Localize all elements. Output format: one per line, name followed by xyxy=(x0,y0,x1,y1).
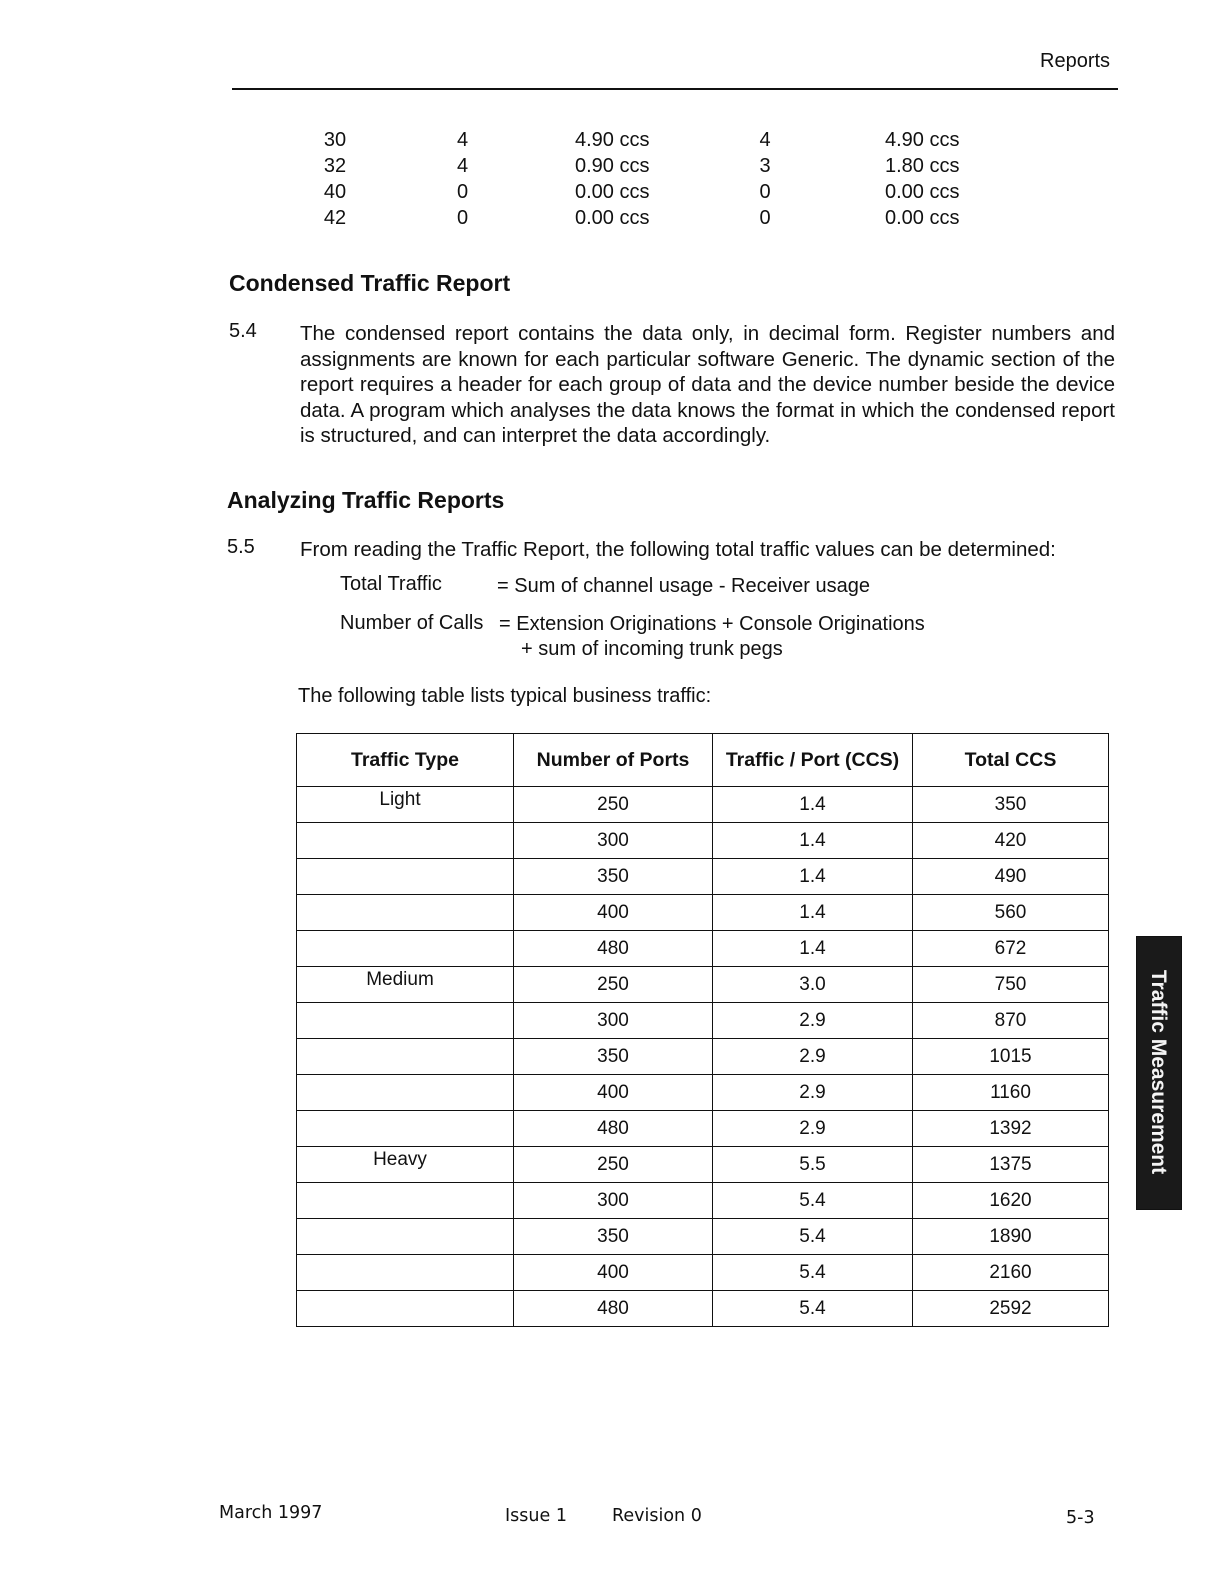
table-row xyxy=(297,859,1109,895)
top-table-cell-usage-b: 0.00 ccs xyxy=(885,207,960,229)
cell-total-ccs: 1890 xyxy=(913,1219,1109,1255)
footer-revision: Revision 0 xyxy=(612,1506,702,1526)
column-header-number-of-ports: Number of Ports xyxy=(514,734,713,787)
cell-traffic-type xyxy=(297,1003,514,1039)
cell-traffic-type xyxy=(297,859,514,895)
cell-number-of-ports: 350 xyxy=(514,1219,713,1255)
top-table-cell-count-a: 0 xyxy=(456,181,469,203)
cell-traffic-per-port: 5.4 xyxy=(713,1291,913,1327)
condensed-report-heading: Condensed Traffic Report xyxy=(229,270,511,296)
top-table-row xyxy=(300,179,1060,205)
cell-traffic-per-port: 1.4 xyxy=(713,823,913,859)
cell-traffic-type: Light xyxy=(297,787,514,823)
column-header-total-ccs: Total CCS xyxy=(913,734,1109,787)
cell-traffic-type xyxy=(297,1255,514,1291)
total-traffic-label: Total Traffic xyxy=(340,573,442,595)
cell-traffic-per-port: 1.4 xyxy=(713,787,913,823)
cell-number-of-ports: 250 xyxy=(514,787,713,823)
cell-total-ccs: 2160 xyxy=(913,1255,1109,1291)
cell-number-of-ports: 480 xyxy=(514,1291,713,1327)
cell-traffic-per-port: 1.4 xyxy=(713,859,913,895)
condensed-report-paragraph: The condensed report contains the data only, in decimal form. Register numbers and assignments are known for each particular software Generic. The dynamic section of the report requires a header for each group of data and the device number beside the device data. A program which analyses the data knows the format in which the condensed report is structured, and can interpret the data accordingly. xyxy=(300,322,1115,447)
top-table-cell-register: 42 xyxy=(323,207,347,229)
cell-traffic-type xyxy=(297,1219,514,1255)
top-table-row xyxy=(300,127,1060,153)
top-table-cell-count-a: 4 xyxy=(456,129,469,151)
cell-traffic-per-port: 5.4 xyxy=(713,1219,913,1255)
table-intro-text: The following table lists typical business traffic: xyxy=(298,685,712,707)
top-table-cell-usage-a: 0.00 ccs xyxy=(575,207,650,229)
cell-number-of-ports: 480 xyxy=(514,1111,713,1147)
cell-traffic-per-port: 5.4 xyxy=(713,1255,913,1291)
cell-total-ccs: 1160 xyxy=(913,1075,1109,1111)
table-row xyxy=(297,1291,1109,1327)
table-row xyxy=(297,895,1109,931)
top-table-cell-usage-b: 4.90 ccs xyxy=(885,129,960,151)
table-row xyxy=(297,1219,1109,1255)
column-header-traffic-per-port: Traffic / Port (CCS) xyxy=(713,734,913,787)
cell-traffic-per-port: 2.9 xyxy=(713,1111,913,1147)
cell-total-ccs: 490 xyxy=(913,859,1109,895)
running-head: Reports xyxy=(1040,50,1111,72)
table-row xyxy=(297,1075,1109,1111)
top-table-cell-usage-a: 0.00 ccs xyxy=(575,181,650,203)
cell-traffic-per-port: 1.4 xyxy=(713,895,913,931)
cell-number-of-ports: 400 xyxy=(514,895,713,931)
cell-total-ccs: 350 xyxy=(913,787,1109,823)
table-header-row xyxy=(297,734,1109,787)
cell-number-of-ports: 400 xyxy=(514,1075,713,1111)
top-table-cell-count-b: 0 xyxy=(759,207,771,229)
cell-traffic-type: Heavy xyxy=(297,1147,514,1183)
top-table-cell-register: 32 xyxy=(323,155,347,177)
cell-number-of-ports: 250 xyxy=(514,1147,713,1183)
business-traffic-table xyxy=(296,733,1109,1327)
number-of-calls-expression: = Extension Originations + Console Originations xyxy=(499,613,925,635)
cell-traffic-per-port: 2.9 xyxy=(713,1039,913,1075)
cell-traffic-type xyxy=(297,1075,514,1111)
cell-total-ccs: 750 xyxy=(913,967,1109,1003)
top-data-table xyxy=(300,127,1060,231)
cell-total-ccs: 672 xyxy=(913,931,1109,967)
cell-number-of-ports: 400 xyxy=(514,1255,713,1291)
table-row xyxy=(297,1039,1109,1075)
top-table-cell-count-a: 0 xyxy=(456,207,469,229)
section-thumb-tab-label: Traffic Measurement xyxy=(1147,969,1170,1175)
cell-traffic-per-port: 1.4 xyxy=(713,931,913,967)
cell-total-ccs: 560 xyxy=(913,895,1109,931)
cell-total-ccs: 1375 xyxy=(913,1147,1109,1183)
cell-total-ccs: 420 xyxy=(913,823,1109,859)
table-row xyxy=(297,1255,1109,1291)
cell-number-of-ports: 300 xyxy=(514,1183,713,1219)
footer-page-number: 5-3 xyxy=(1066,1508,1095,1528)
top-table-cell-usage-b: 0.00 ccs xyxy=(885,181,960,203)
cell-traffic-type xyxy=(297,931,514,967)
section-number-5-5: 5.5 xyxy=(227,536,255,558)
cell-traffic-type xyxy=(297,823,514,859)
cell-total-ccs: 1392 xyxy=(913,1111,1109,1147)
cell-number-of-ports: 350 xyxy=(514,1039,713,1075)
table-row xyxy=(297,931,1109,967)
number-of-calls-label: Number of Calls xyxy=(340,612,484,634)
cell-total-ccs: 1015 xyxy=(913,1039,1109,1075)
cell-number-of-ports: 350 xyxy=(514,859,713,895)
cell-traffic-per-port: 3.0 xyxy=(713,967,913,1003)
analyzing-intro-paragraph: From reading the Traffic Report, the following total traffic values can be determined: xyxy=(300,538,1056,561)
top-table-cell-count-b: 3 xyxy=(759,155,771,177)
cell-number-of-ports: 300 xyxy=(514,1003,713,1039)
top-table-cell-count-b: 4 xyxy=(759,129,771,151)
column-header-traffic-type: Traffic Type xyxy=(297,734,514,787)
cell-traffic-per-port: 2.9 xyxy=(713,1003,913,1039)
top-table-cell-usage-a: 4.90 ccs xyxy=(575,129,650,151)
cell-traffic-per-port: 5.5 xyxy=(713,1147,913,1183)
cell-traffic-type xyxy=(297,1039,514,1075)
table-row xyxy=(297,1111,1109,1147)
table-row xyxy=(297,1147,1109,1183)
top-table-cell-usage-a: 0.90 ccs xyxy=(575,155,650,177)
cell-total-ccs: 2592 xyxy=(913,1291,1109,1327)
number-of-calls-continuation: + sum of incoming trunk pegs xyxy=(521,638,783,660)
cell-number-of-ports: 250 xyxy=(514,967,713,1003)
cell-traffic-type xyxy=(297,1291,514,1327)
footer-issue: Issue 1 xyxy=(505,1506,567,1526)
cell-traffic-type xyxy=(297,895,514,931)
cell-traffic-type: Medium xyxy=(297,967,514,1003)
top-table-cell-count-b: 0 xyxy=(759,181,771,203)
top-table-cell-count-a: 4 xyxy=(456,155,469,177)
table-row xyxy=(297,1003,1109,1039)
cell-number-of-ports: 480 xyxy=(514,931,713,967)
table-row xyxy=(297,967,1109,1003)
top-table-cell-register: 30 xyxy=(323,129,347,151)
cell-traffic-per-port: 2.9 xyxy=(713,1075,913,1111)
total-traffic-expression: = Sum of channel usage - Receiver usage xyxy=(497,575,870,597)
table-row xyxy=(297,787,1109,823)
table-row xyxy=(297,823,1109,859)
cell-traffic-type xyxy=(297,1111,514,1147)
cell-total-ccs: 870 xyxy=(913,1003,1109,1039)
top-table-row xyxy=(300,153,1060,179)
table-row xyxy=(297,1183,1109,1219)
cell-total-ccs: 1620 xyxy=(913,1183,1109,1219)
top-table-row xyxy=(300,205,1060,231)
analyzing-reports-heading: Analyzing Traffic Reports xyxy=(227,487,505,513)
cell-traffic-type xyxy=(297,1183,514,1219)
cell-number-of-ports: 300 xyxy=(514,823,713,859)
top-table-cell-usage-b: 1.80 ccs xyxy=(885,155,960,177)
header-rule xyxy=(232,88,1118,90)
section-number-5-4: 5.4 xyxy=(229,320,257,342)
cell-traffic-per-port: 5.4 xyxy=(713,1183,913,1219)
top-table-cell-register: 40 xyxy=(323,181,347,203)
footer-date: March 1997 xyxy=(219,1503,323,1523)
